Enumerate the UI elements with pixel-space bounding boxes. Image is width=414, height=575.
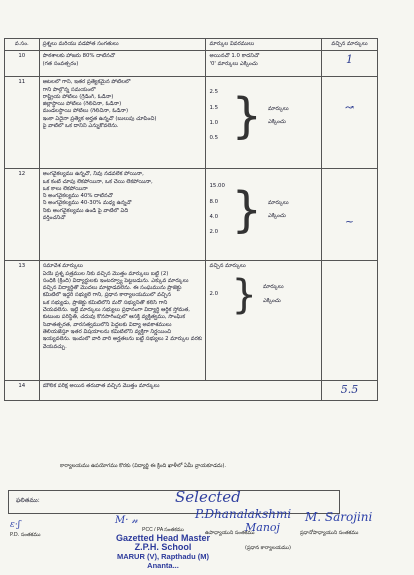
brace-icon: } (231, 271, 257, 318)
table-row (5, 261, 378, 381)
row-number: 12 (5, 169, 40, 261)
marks-table (4, 38, 378, 401)
row-question: మౌలిక పరీక్ష అయిన తరువాత వచ్చిన మొత్తం మార్కులు (39, 381, 321, 401)
row-question: పాఠశాలకు హాజరు 80% దాటినచో (గత సంవత్సరం) (39, 51, 206, 77)
table-row (5, 381, 378, 401)
table-row (5, 51, 378, 77)
table-row (5, 77, 378, 169)
row-question: సమావేశ మార్కులు ఏయే ప్రశ్న పత్రముల నీకు వచ్చిన మొత్తం మార్కులు బట్టి (2) సంధికి (క్రింది) విద్యార్థులకు ఇంటర్వ్యూ పెట్టబడును. ఎక్కువ మార్కులు వచ్చిన విద్యార్థితో మొదలు మాట్లాడవలెను. ఈ సంఘమును ప్రాజెక్టు కమిటీలో ఇద్దరి సభ్యులే గాని, ప్రధాన కార్యాలయములో వచ్చిన ఒక సభ్యుడు, ప్రాజెక్టు కమిటీలోని మరో సభ్యునితో కలిసి గాని చేయవలెను. ఇట్టి మార్కులు సభ్యులు ప్రధానంగా విద్యార్థి ఆర్థిక స్తోమత, కుటుంబ పరిస్థితి, చదువు కొనసాగింపులో ఆసక్తి వ్యక్తిత్వము, సాంఘిక సేవాతత్పరత, వారసత్వములోని పెద్దలకు విద్యా అవకాశములు తెలియజేస్తూ ఇతర విషయాలను కమిటీలోని వ్యక్తిగా నిర్ణయించి ఇయ్యవలెను. ఇందులో వారి వారి అర్హతలను బట్టి సభ్యులు 2 మార్కుల వరకు వేయవచ్చు. (39, 261, 206, 381)
row-marks-detail: 15.00 8.0 4.0 2.0 } మార్కులు ఎక్కించు (206, 169, 322, 261)
header-sno: వ.సం. (5, 39, 40, 51)
brace-icon: } (231, 87, 263, 144)
signature-member1: P.Dhanalakshmi (195, 507, 292, 521)
result-label: ఫలితము: (16, 497, 40, 504)
row-marks-detail: వచ్చిన మార్కులు 2.0 } మార్కులు ఎక్కించు (206, 261, 322, 381)
row-marks-detail: అయినచో 1.0 కాదనిచో '0' మార్కులు ఎక్కించు (206, 51, 322, 77)
header-questions: ప్రశ్నలు మరియు వడపోత సంగతులు (39, 39, 206, 51)
row-awarded: 1 (322, 51, 378, 77)
row-number: 14 (5, 381, 40, 401)
signature-member3: M. Sarojini (305, 510, 373, 524)
row-question: ఆటలలో గాని, ఇతర ప్రత్యేకమైన పోటీలలో గాని పాల్గొన్న సమయంలో రాష్ట్రీయ పోటీలు (గ్రేడింగ్, ఓడినా) జిల్లాస్థాయి పోటీలు (గెలిచినా, ఓడినా) మండలస్థాయి పోటీలు (గెలిచినా, ఓడినా) ఇంకా ఏదైనా ప్రత్యేక అర్హత ఉన్నచో (బులుపు చూపించి) పై వాటిలో ఒక దానిని ఎన్నుకోవలెను. (39, 77, 206, 169)
row-number: 13 (5, 261, 40, 381)
member-label-1: ఉపాధ్యాయుని సంతకము (205, 530, 255, 536)
row-number: 11 (5, 77, 40, 169)
member-label-2: ప్రధానోపాధ్యాయుని సంతకము (300, 530, 359, 536)
brace-icon: } (231, 181, 263, 238)
row-awarded: ↝ (322, 77, 378, 169)
row-number: 10 (5, 51, 40, 77)
row-awarded (322, 261, 378, 381)
row-awarded: ~ (322, 169, 378, 261)
member-label-3: (ప్రధాన కార్యాలయము) (245, 545, 291, 551)
footnote: కార్యాలయము ఉపయోగము కొరకు (విద్యార్థి ఈ క్రింది ఖాళీలో ఏమీ వ్రాయకూడదు). (60, 463, 227, 469)
row-awarded: 5.5 (322, 381, 378, 401)
pd-label: P.D. సంతకము (10, 532, 41, 538)
row-marks-detail: 2.5 1.5 1.0 0.5 } మార్కులు ఎక్కించు (206, 77, 322, 169)
signature-member2: Manoj (245, 521, 280, 534)
table-header (5, 39, 378, 51)
signature-pcc: M· 𝓃 (115, 515, 138, 526)
header-marks-details: మార్కుల వివరములు (206, 39, 322, 51)
result-value: Selected (175, 488, 241, 506)
row-question: అంగవైకల్యము ఉన్నచో, నీవు నడవలేక పోయినా, ఒక కంటి చూపు లేకపోయినా, ఒక చేయి లేకపోయినా, ఒక కాలు లేకపోయినా నీ అంగవైకల్యము 40% దాటినచో నీ అంగవైకల్యము 40-30% మధ్య ఉన్నచో నీకు అంగవైకల్యము ఉండి పై వాటిలో ఏదీ వర్తించనిచో (39, 169, 206, 261)
header-marks-awarded: వచ్చిన మార్కులు (322, 39, 378, 51)
table-row (5, 169, 378, 261)
school-stamp: PCC / PA సంతకము Gazetted Head Master Z.P.H. School MARUR (V), Rapthadu (M) Ananta... (115, 527, 211, 570)
signature-pd: ɛ·ʃ (10, 520, 21, 530)
